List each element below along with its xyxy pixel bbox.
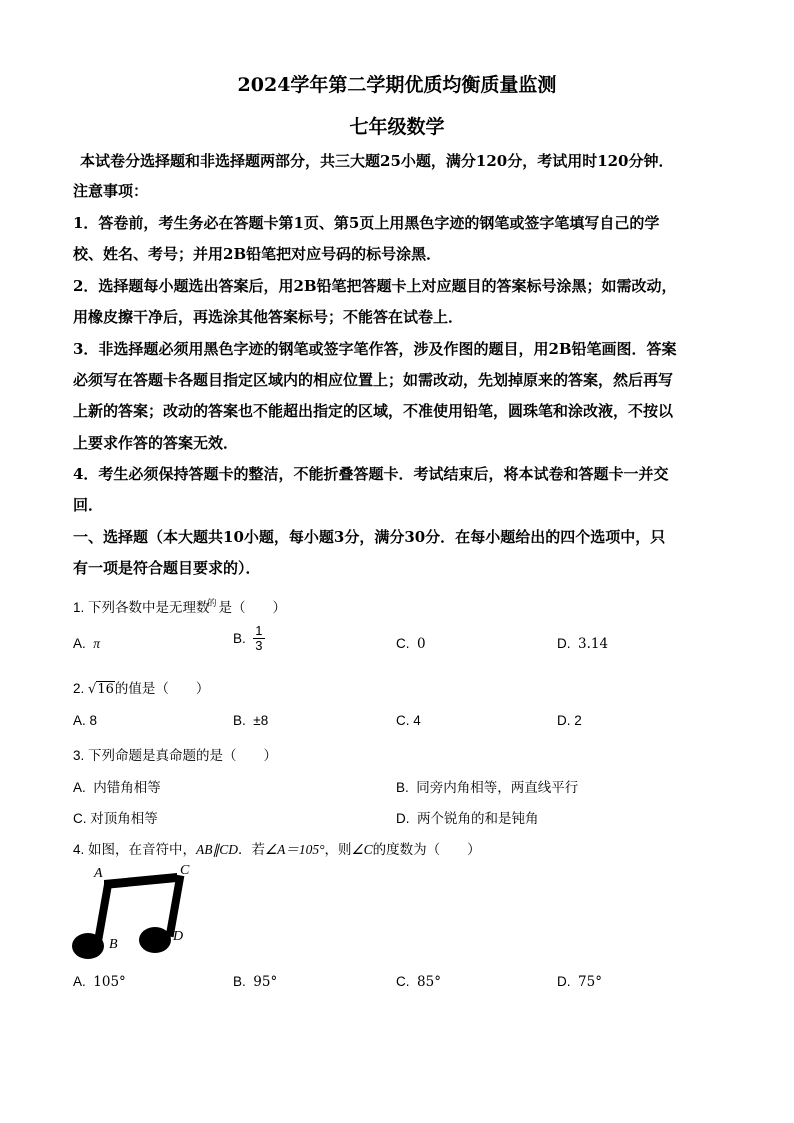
note-line: 2．选择题每小题选出答案后，用2B铅笔把答题卡上对应题目的答案标号涂黑；如需改动，	[73, 277, 677, 295]
square-root: √16	[88, 682, 114, 697]
question-2-option-d: D. 2	[557, 713, 582, 728]
question-3-stem: 3. 下列命题是真命题的是（ ）	[73, 748, 278, 763]
question-4-option-a: A. 105°	[73, 974, 126, 990]
question-3-option-c: C. 对顶角相等	[73, 811, 158, 826]
label-a: A	[94, 866, 103, 881]
notehead-left	[72, 933, 104, 959]
label-b: B	[109, 937, 118, 952]
fraction: $\frac{1}{3}$	[255, 623, 263, 653]
note-stem-right	[166, 875, 185, 937]
question-1-option-a: A. π	[73, 636, 101, 651]
exam-title: 2024学年第二学期优质均衡质量监测	[237, 74, 557, 96]
notes-heading: 注意事项：	[73, 182, 149, 200]
question-1-option-c: C. 0	[396, 636, 426, 652]
note-line: 1．答卷前，考生务必在答题卡第1页、第5页上用黑色字迹的钢笔或签字笔填写自己的学	[73, 214, 660, 232]
question-4-option-c: C. 85°	[396, 974, 441, 990]
note-line: 上要求作答的答案无效．	[73, 434, 239, 452]
question-4-option-d: D. 75°	[557, 974, 602, 990]
music-note-figure	[66, 858, 206, 968]
note-line: 校、姓名、考号；并用2B铅笔把对应号码的标号涂黑．	[73, 245, 442, 263]
question-3-option-b: B. 同旁内角相等，两直线平行	[396, 780, 579, 795]
notehead-right	[139, 927, 171, 953]
question-2-option-b: B. ±8	[233, 713, 269, 728]
note-line: 用橡皮擦干净后，再选涂其他答案标号；不能答在试卷上．	[73, 308, 464, 326]
note-line: 回．	[73, 496, 104, 514]
note-stem-left	[94, 882, 113, 944]
question-4-stem: 4. 如图，在音符中，AB∥CD．若∠A＝105°，则∠C的度数为（ ）	[73, 842, 481, 857]
question-3-option-d: D. 两个锐角的和是钝角	[396, 811, 539, 826]
label-d: D	[173, 929, 184, 944]
question-1-option-d: D. 3.14	[557, 636, 609, 652]
note-line: 必须写在答题卡各题目指定区域内的相应位置上；如需改动，先划掉原来的答案，然后再写	[73, 371, 674, 389]
note-line: 4．考生必须保持答题卡的整洁，不能折叠答题卡．考试结束后，将本试卷和答题卡一并交	[73, 465, 669, 483]
note-beam	[104, 873, 177, 889]
exam-subtitle: 七年级数学	[349, 116, 445, 138]
question-3-option-a: A. 内错角相等	[73, 780, 161, 795]
question-4-option-b: B. 95°	[233, 974, 278, 990]
question-1-option-b: B. $\frac{1}{3}$	[233, 623, 263, 653]
question-2-option-a: A. 8	[73, 713, 98, 728]
section-heading: 一、选择题（本大题共10小题，每小题3分，满分30分．在每小题给出的四个选项中，只	[73, 528, 666, 546]
label-c: C	[180, 863, 190, 878]
question-2-option-c: C. 4	[396, 713, 421, 728]
note-line: 上新的答案；改动的答案也不能超出指定的区域，不准使用铅笔，圆珠笔和涂改液，不按以	[73, 402, 674, 420]
section-heading: 有一项是符合题目要求的）．	[73, 559, 261, 577]
exam-intro: 本试卷分选择题和非选择题两部分，共三大题25小题，满分120分，考试用时120分钟．	[80, 152, 674, 170]
note-line: 3．非选择题必须用黑色字迹的钢笔或签字笔作答，涉及作图的题目，用2B铅笔画图．答案	[73, 340, 677, 358]
question-1-stem: 1. 下列各数中是无理数$^的$ 是（ ）	[73, 598, 287, 615]
question-2-stem: 2. √16的值是（ ）	[73, 681, 210, 697]
